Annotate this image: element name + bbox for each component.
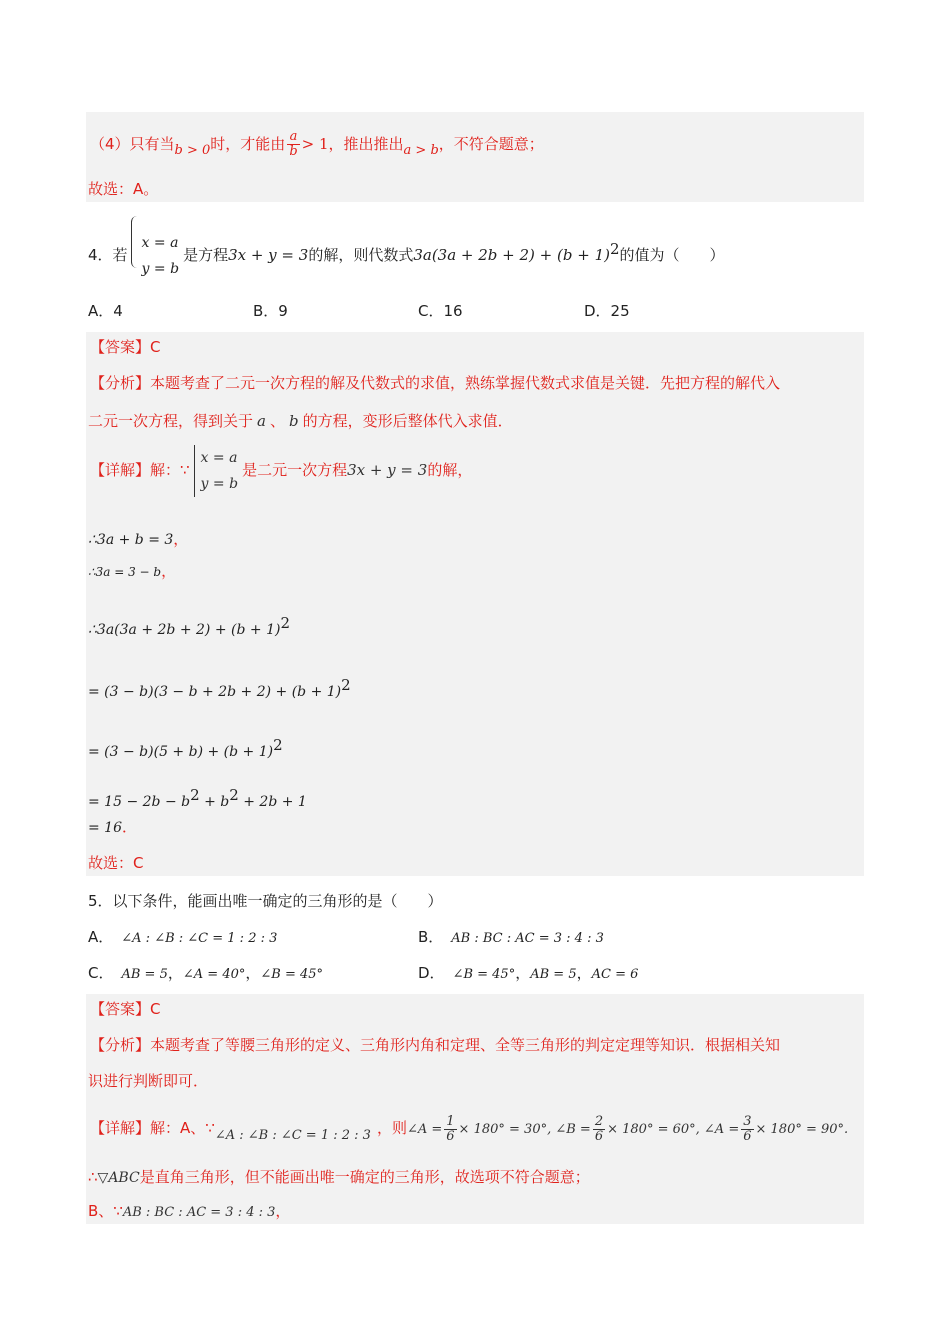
step-1: ∴3a + b = 3， (88, 530, 189, 548)
option-a: A．4 (88, 302, 123, 320)
solution-block-q5 (86, 994, 864, 1224)
option-a-q5: A． ∠A : ∠B : ∠C = 1 : 2 : 3 (88, 928, 278, 946)
analysis-line-2-q5: 识进行判断即可． (88, 1072, 209, 1090)
analysis-line-1: 【分析】本题考查了二元一次方程的解及代数式的求值，熟练掌握代数式求值是关键．先把方程的解代入 (90, 374, 781, 392)
detail-line-3-q5: B、∵AB : BC : AC = 3 : 4 : 3， (88, 1202, 291, 1220)
step-4: = $(3 - b)(3 - b + 2b + 2) + (b + 1)^2$ (88, 676, 351, 700)
option-b-q5: B． AB : BC : AC = 3 : 4 : 3 (418, 928, 604, 946)
answer-label: 【答案】C (90, 338, 161, 356)
solution-line-4: （4）只有当b > 0时，才能由 $\frac{a}{b}$ > 1，推出推出a > b，不符合题意； (90, 129, 544, 159)
question-5-stem: 5．以下条件，能画出唯一确定的三角形的是（ ） (88, 892, 443, 910)
result-math: a > b (403, 143, 439, 158)
option-d: D．25 (584, 302, 630, 320)
option-d-q5: D． ∠B = 45°，AB = 5，AC = 6 (418, 964, 639, 982)
solution-block-q3 (86, 112, 864, 202)
detail-line-2-q5: ∴▽ABC是直角三角形，但不能画出唯一确定的三角形，故选项不符合题意； (88, 1168, 590, 1186)
question-4-stem: 4．若 x = a y = b 是方程3x + y = 3的解，则代数式$3a(3a + 2b + 2) + (b + 1)^2$的值为（ ） (88, 222, 725, 282)
fraction-a-over-b: $\frac{a}{b}$ (289, 129, 298, 159)
equation-system-detail: x = a y = b (194, 445, 239, 497)
analysis-line-1-q5: 【分析】本题考查了等腰三角形的定义、三角形内角和定理、全等三角形的判定定理等知识．根据相关知 (90, 1036, 781, 1054)
detail-line: 【详解】解：∵ x = a y = b 是二元一次方程3x + y = 3的解， (90, 444, 472, 497)
brace-icon (131, 216, 138, 268)
step-2: ∴3a = 3 − b， (88, 562, 177, 580)
option-c-q5: C． AB = 5，∠A = 40°，∠B = 45° (88, 964, 324, 982)
solution-block-q4 (86, 332, 864, 876)
step-7: = 16． (88, 818, 138, 836)
detail-line-q5: 【详解】解：A、∵∠A : ∠B : ∠C = 1 : 2 : 3 ，则∠A = $\frac{1}{6}$ × 180° = 30°, ∠B = $\frac{2}{6}$ × 180° = 60°, ∠A = $\frac{3}{6}$ × 180° = 90°. (90, 1114, 849, 1144)
step-5: = $(3 - b)(5 + b) + (b + 1)^2$ (88, 736, 283, 760)
equation-system: x = a y = b (141, 234, 180, 277)
step-6: = $15 - 2b - b^2 + b^2 + 2b + 1$ (88, 786, 307, 810)
option-c: C．16 (418, 302, 463, 320)
option-b: B．9 (253, 302, 288, 320)
step-3: ∴3a(3a + $2b + 2) + (b + 1)^2$ (88, 614, 290, 638)
condition-math: b > 0 (174, 143, 211, 158)
analysis-line-2: 二元一次方程，得到关于 a 、 b 的方程，变形后整体代入求值． (88, 412, 513, 430)
answer-label-q5: 【答案】C (90, 1000, 161, 1018)
choice-line-q4: 故选：C (88, 854, 144, 872)
choice-line: 故选：A。 (88, 180, 159, 198)
